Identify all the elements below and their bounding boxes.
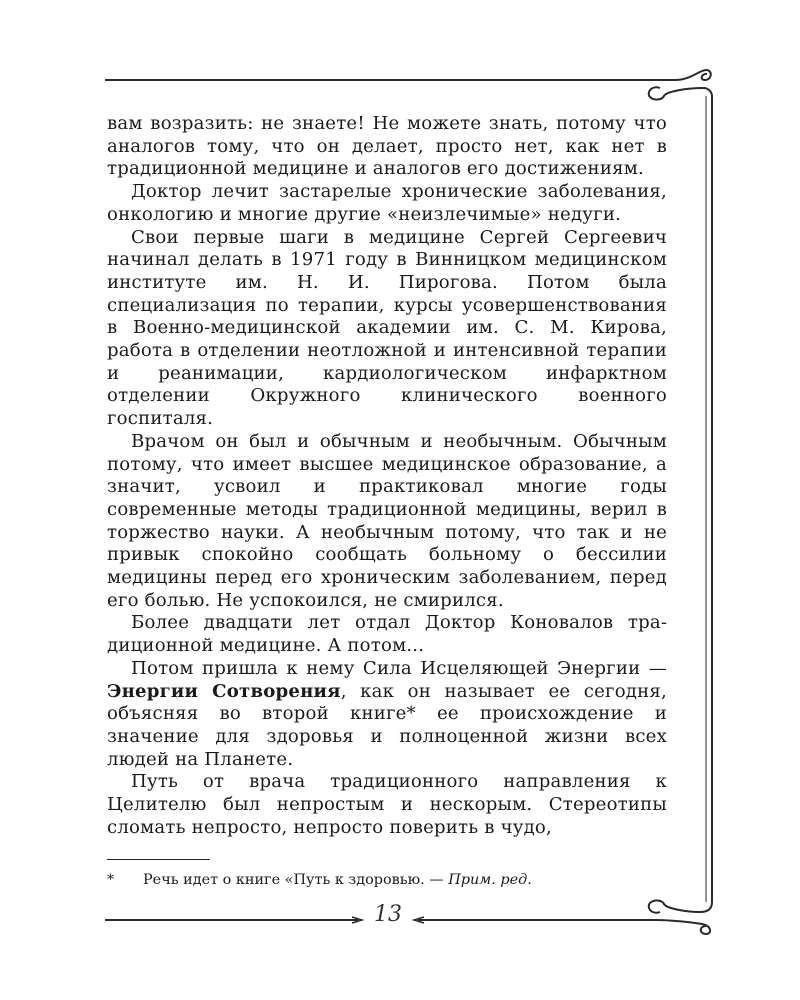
paragraph (107, 431, 667, 613)
paragraph (107, 113, 667, 181)
main-text (107, 113, 667, 840)
paragraph-text: Более двадцати лет отдал Доктор Коновалов традиционной медицине. А потом... (107, 612, 667, 657)
footnote-editor-note: Прим. ред. (448, 872, 532, 888)
bold-term: Энергии Сотворения (107, 680, 341, 702)
paragraph-text: Путь от врача традиционного направления к Целителю был непростым и нескорым. Стереотипы сломать непросто, непросто поверить в чудо, (107, 771, 667, 838)
paragraph-text: Свои первые шаги в медицине Сергей Сергеевич начинал делать в 1971 году в Винницком медицинском институте им. Н. И. Пирогова. Потом была специализация по терапии, курсы усовершенствования в Военно-медицинской академии им. С. М. Кирова, работа в отделении неотложной и интенсивной терапии и реанимации, кардиологическом инфарктном отделении Окружного клинического военного госпиталя. (107, 226, 667, 430)
top-right-flourish (675, 70, 711, 80)
bottom-right-flourish (655, 920, 710, 934)
paragraph-text: вам возразить: не знаете! Не можете знать, потому что аналогов тому, что он делает, просто нет, как нет в традиционной медицине и аналогов его достижениям. (107, 113, 667, 180)
top-right-curl (649, 87, 712, 99)
footnote-text: Речь идет о книге «Путь к здоровью. — (143, 872, 449, 888)
paragraph (107, 181, 667, 226)
bottom-right-curl (649, 900, 712, 912)
paragraph-text: Потом пришла к нему Сила Исцеляющей Энергии — (131, 657, 667, 679)
paragraph (107, 227, 667, 431)
paragraph-text: Врачом он был и обычным и необычным. Обычным потому, что имеет высшее медицинское образование, а значит, усвоил и практиковал многие годы современные методы традиционной медицины, верил в торжество науки. А необычным потому, что так и не привык спокойно сообщать больному о бессилии медицины перед его хроническим заболеванием, перед его болью. Не успокоился, не смирился. (107, 430, 667, 611)
footnote-separator (107, 859, 210, 860)
paragraph-text: , как он называет ее сегодня, объясняя во второй книге* ее происхождение и значение для здоровья и полноценной жизни всех людей на Планете. (107, 680, 667, 770)
paragraph (107, 612, 667, 657)
paragraph-text: Доктор лечит застарелые хронические заболевания, онкологию и многие другие «неизлечимые» недуги. (107, 181, 667, 225)
footnote-mark: * (107, 872, 115, 888)
paragraph (107, 658, 667, 772)
paragraph (107, 771, 667, 839)
footnote (107, 871, 667, 889)
page-number: 13 (374, 902, 402, 927)
